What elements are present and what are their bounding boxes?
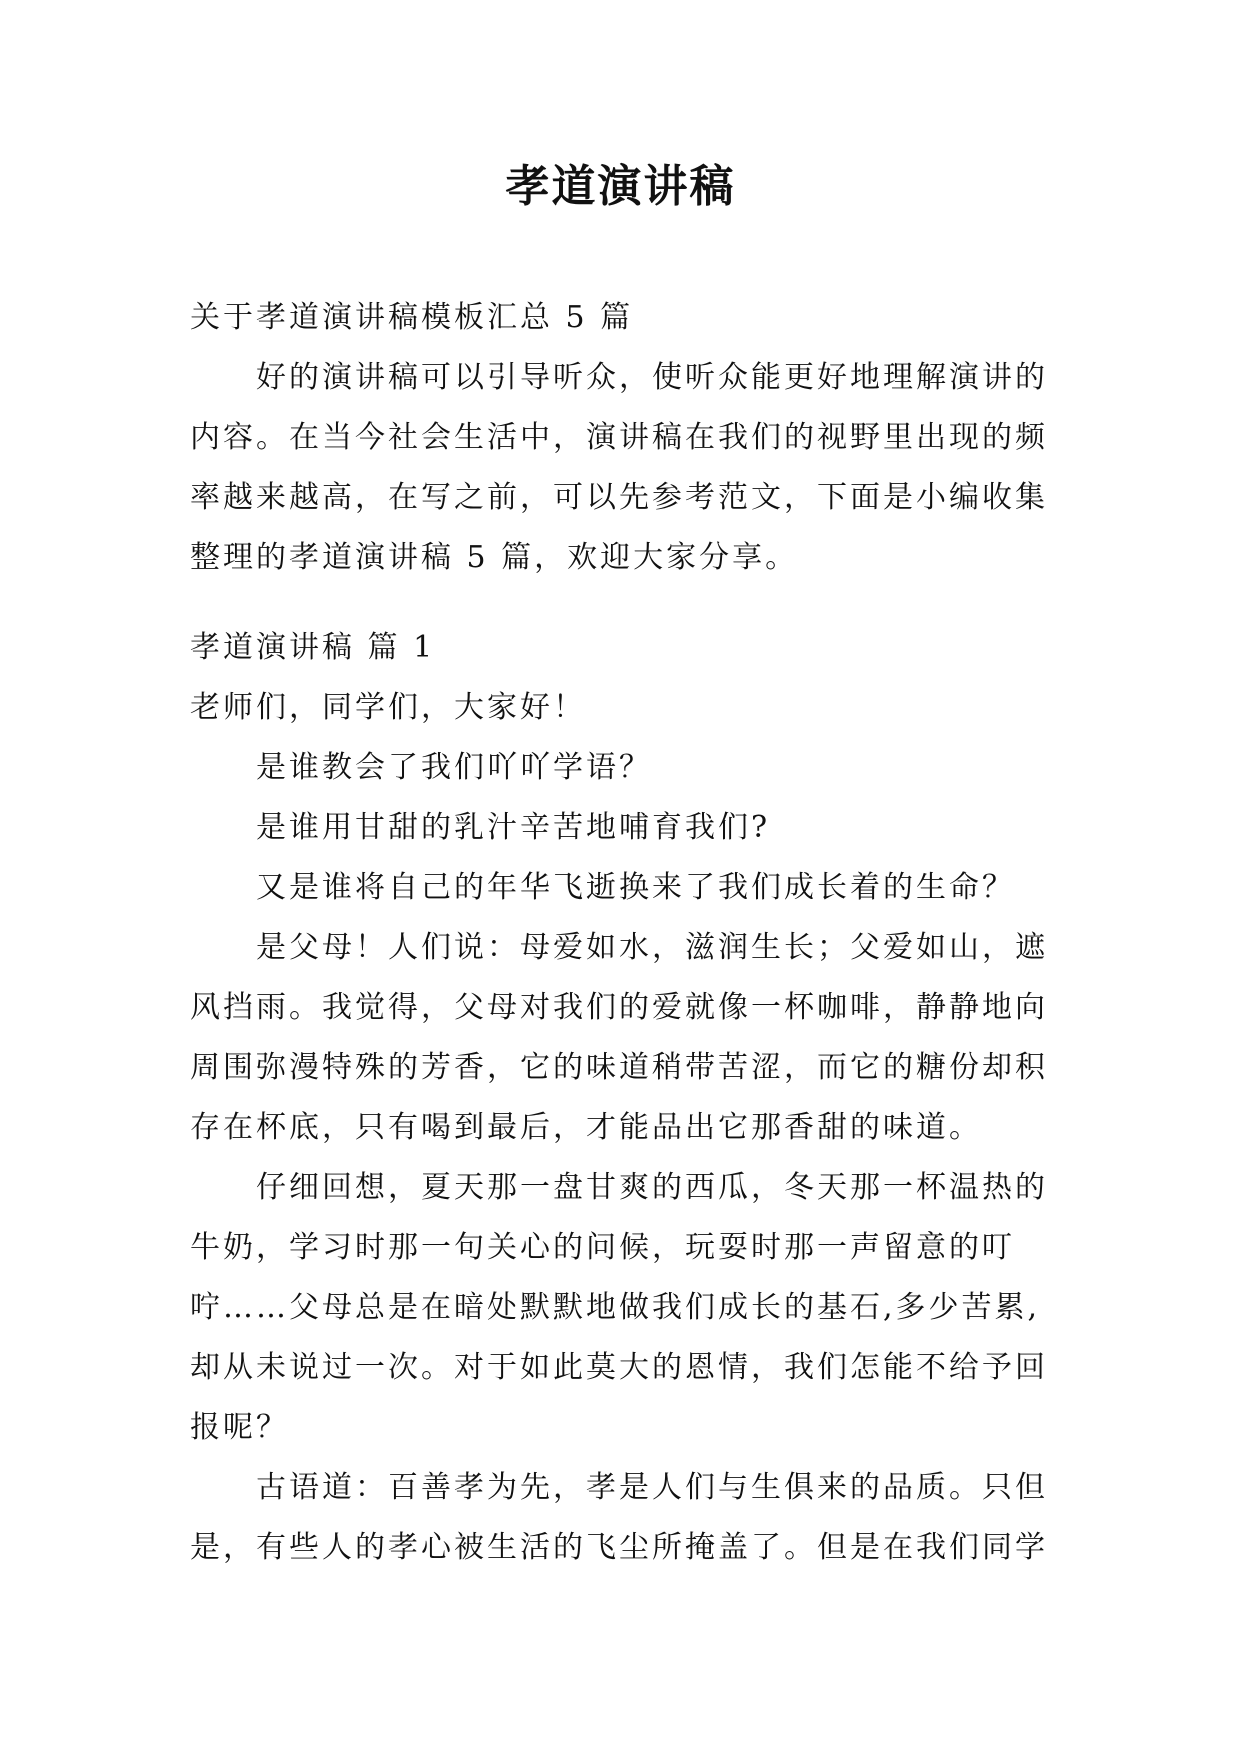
body-line: 又是谁将自己的年华飞逝换来了我们成长着的生命？ [256, 870, 1015, 905]
body-line: 存在杯底，只有喝到最后，才能品出它那香甜的味道。 [190, 1110, 982, 1145]
section-heading: 孝道演讲稿 篇 1 [190, 630, 436, 665]
body-line: 古语道：百善孝为先，孝是人们与生俱来的品质。只但 [256, 1470, 1048, 1505]
paragraph-spacer [190, 588, 1060, 618]
body-line: 是父母！人们说：母爱如水，滋润生长；父爱如山，遮 [256, 930, 1048, 965]
body-line: 牛奶，学习时那一句关心的问候，玩耍时那一声留意的叮 [190, 1230, 1015, 1265]
body-line: 却从未说过一次。对于如此莫大的恩情，我们怎能不给予回 [190, 1350, 1048, 1385]
intro-line: 好的演讲稿可以引导听众，使听众能更好地理解演讲的 [256, 360, 1048, 395]
body-line: 是谁用甘甜的乳汁辛苦地哺育我们? [256, 810, 771, 845]
intro-line: 率越来越高，在写之前，可以先参考范文，下面是小编收集 [190, 480, 1048, 515]
document-title: 孝道演讲稿 [505, 161, 736, 212]
greeting-line: 老师们，同学们，大家好！ [190, 690, 586, 725]
intro-line: 整理的孝道演讲稿 5 篇，欢迎大家分享。 [190, 540, 799, 575]
document-subtitle: 关于孝道演讲稿模板汇总 5 篇 [190, 300, 634, 335]
body-line: 仔细回想，夏天那一盘甘爽的西瓜，冬天那一杯温热的 [256, 1170, 1048, 1205]
intro-line: 内容。在当今社会生活中，演讲稿在我们的视野里出现的频 [190, 420, 1048, 455]
body-line: 报呢？ [190, 1410, 289, 1445]
document-body [190, 288, 1060, 1578]
body-line: 是，有些人的孝心被生活的飞尘所掩盖了。但是在我们同学 [190, 1530, 1048, 1565]
body-line: 是谁教会了我们吖吖学语？ [256, 750, 652, 785]
body-line: 咛……父母总是在暗处默默地做我们成长的基石,多少苦累, [190, 1290, 1041, 1325]
body-line: 周围弥漫特殊的芳香，它的味道稍带苦涩，而它的糖份却积 [190, 1050, 1048, 1085]
body-line: 风挡雨。我觉得，父母对我们的爱就像一杯咖啡，静静地向 [190, 990, 1048, 1025]
